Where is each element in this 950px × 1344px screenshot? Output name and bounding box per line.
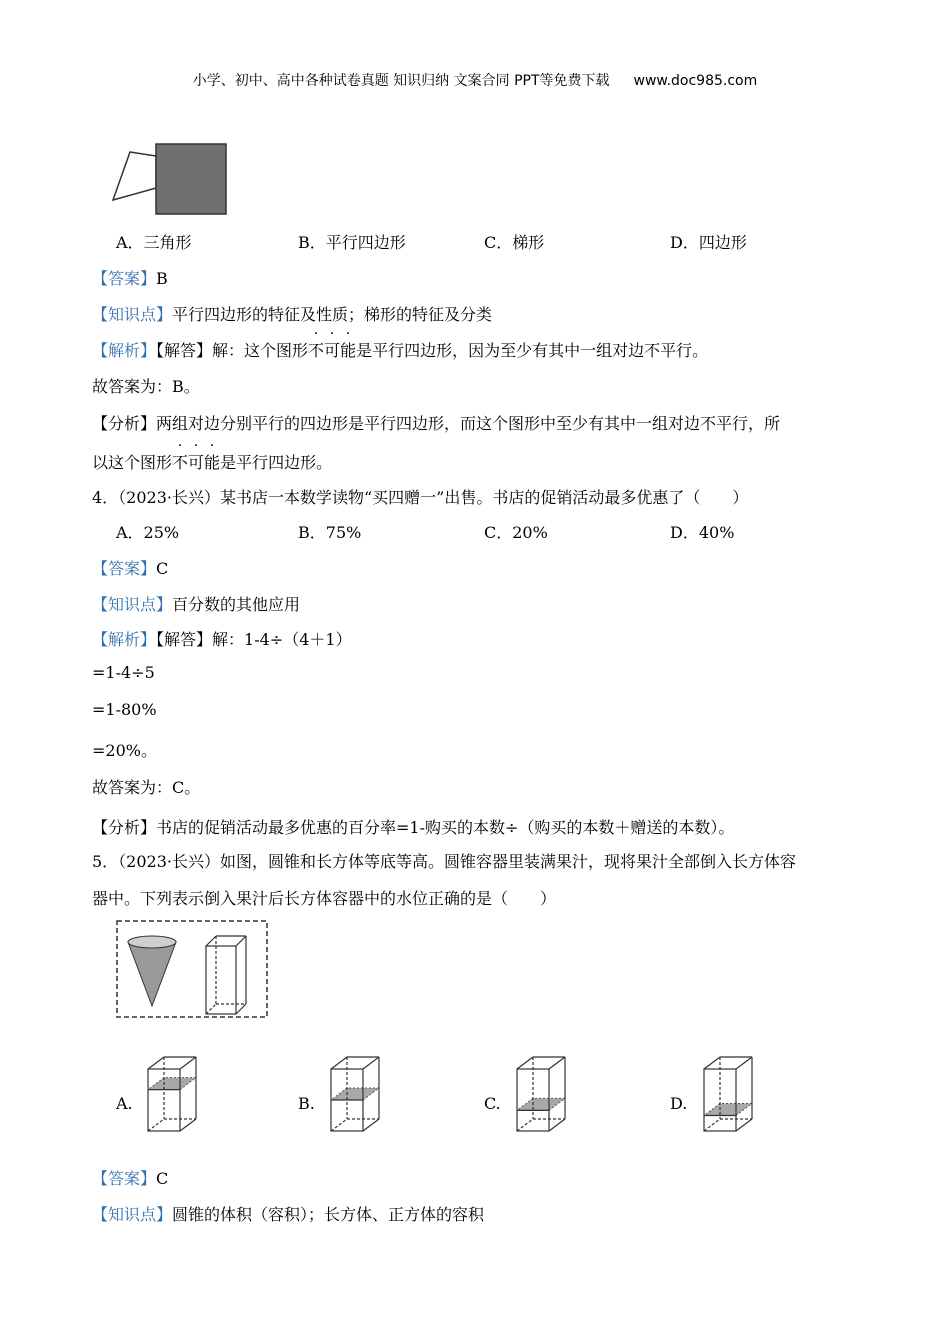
header-text: 小学、初中、高中各种试卷真题 知识归纳 文案合同 PPT等免费下载	[192, 73, 610, 89]
answer-tag: 【答案】	[92, 1169, 157, 1188]
emph-char-6: 能	[204, 453, 221, 472]
cuboid	[206, 936, 246, 1014]
q3-analysis	[92, 338, 708, 361]
page-header	[0, 70, 950, 90]
q3-option-c[interactable]: C．梯形	[484, 233, 545, 252]
q4-knowledge	[92, 592, 300, 615]
solve-text: 解：1-4÷（4＋1）	[212, 630, 352, 649]
water-surface	[148, 1078, 196, 1090]
q3-option-b[interactable]: B．平行四边形	[298, 233, 406, 252]
header-site: www.doc985.com	[633, 73, 758, 89]
answer-tag: 【答案】	[92, 269, 157, 288]
emph-char-3: 能	[340, 341, 357, 360]
q5-option-a[interactable]: A.	[116, 1094, 133, 1113]
water-surface	[331, 1088, 379, 1100]
q5-option-b-figure	[329, 1055, 381, 1135]
cuboid-edge	[736, 1057, 752, 1069]
cuboid-hidden-edge	[331, 1119, 347, 1131]
fenxi-tag: 【分析】	[92, 818, 157, 837]
q5-stem-line2: 器中。下列表示倒入果汁后长方体容器中的水位正确的是（ ）	[92, 889, 557, 908]
cuboid-edge	[736, 1119, 752, 1131]
cuboid-edge	[549, 1119, 565, 1131]
q3-square	[156, 144, 226, 214]
q5-stem-line1: 5．（2023·长兴）如图，圆锥和长方体等底等高。圆锥容器里装满果汁，现将果汁全部倒入长方体容	[92, 852, 796, 871]
knowledge-value: 百分数的其他应用	[172, 595, 301, 614]
cuboid-hidden-edge	[704, 1119, 720, 1131]
cuboid-edge	[549, 1057, 565, 1069]
emph-char-2: 可	[324, 341, 341, 360]
emph-char-4: 不	[172, 453, 189, 472]
cuboid-edge	[180, 1057, 196, 1069]
analysis-pre: 解：这个图形	[212, 341, 309, 360]
q3-fenxi-line1	[92, 411, 780, 434]
knowledge-tag: 【知识点】	[92, 595, 173, 614]
fenxi-text-2-pre: 以这个图形	[92, 453, 173, 472]
q4-step-1: =1-4÷5	[92, 663, 155, 682]
q4-fenxi	[92, 815, 734, 838]
q5-knowledge	[92, 1202, 484, 1225]
q5-figure	[116, 920, 268, 1018]
cuboid-edge	[363, 1057, 379, 1069]
solve-tag: 【解答】	[156, 341, 213, 360]
cuboid-edge	[517, 1057, 533, 1069]
q4-analysis	[92, 627, 352, 650]
fenxi-text-1: 两组对边分别平行的四边形是平行四边形，而这个图形中至少有其中一组对边不平行，所	[156, 414, 781, 433]
cuboid-hidden-edge	[517, 1119, 533, 1131]
q4-stem: 4．（2023·长兴）某书店一本数学读物“买四赠一”出售。书店的促销活动最多优惠了（ ）	[92, 488, 749, 507]
q5-option-b[interactable]: B.	[298, 1094, 315, 1113]
water-surface	[704, 1104, 752, 1116]
analysis-post: 是平行四边形，因为至少有其中一组对边不平行。	[356, 341, 709, 360]
q4-step-2: =1-80%	[92, 700, 157, 719]
q5-answer	[92, 1166, 168, 1189]
cuboid-edge	[704, 1057, 720, 1069]
q4-option-c[interactable]: C．20%	[484, 523, 548, 542]
fenxi-text: 书店的促销活动最多优惠的百分率=1-购买的本数÷（购买的本数＋赠送的本数）。	[156, 818, 735, 837]
answer-value: C	[156, 1169, 169, 1188]
q3-conclusion: 故答案为：B。	[92, 377, 200, 396]
knowledge-value: 圆锥的体积（容积）；长方体、正方体的容积	[172, 1205, 485, 1224]
water-surface	[517, 1098, 565, 1110]
analysis-tag: 【解析】	[92, 341, 157, 360]
knowledge-tag: 【知识点】	[92, 1205, 173, 1224]
q3-option-a[interactable]: A．三角形	[116, 233, 192, 252]
answer-value: C	[156, 559, 169, 578]
q4-option-a[interactable]: A．25%	[116, 523, 180, 542]
q3-figure	[110, 140, 230, 220]
q5-option-d[interactable]: D.	[670, 1094, 688, 1113]
fenxi-tag: 【分析】	[92, 414, 157, 433]
q4-option-b[interactable]: B．75%	[298, 523, 362, 542]
cuboid-edge	[363, 1119, 379, 1131]
q5-option-c[interactable]: C.	[484, 1094, 501, 1113]
q3-answer	[92, 266, 168, 289]
q5-option-d-figure	[702, 1055, 754, 1135]
emph-char-5: 可	[188, 453, 205, 472]
q4-step-3: =20%。	[92, 741, 157, 760]
q4-answer	[92, 556, 168, 579]
cuboid-hidden-edge	[148, 1119, 164, 1131]
q3-fenxi-line2	[92, 450, 332, 473]
solve-tag: 【解答】	[156, 630, 213, 649]
cuboid-edge	[180, 1119, 196, 1131]
fenxi-text-2-post: 是平行四边形。	[220, 453, 333, 472]
q3-option-d[interactable]: D．四边形	[670, 233, 747, 252]
cuboid-edge	[331, 1057, 347, 1069]
q5-option-a-figure	[146, 1055, 198, 1135]
cone	[128, 936, 176, 1006]
q3-triangle	[113, 152, 156, 200]
q4-conclusion: 故答案为：C。	[92, 778, 201, 797]
answer-value: B	[156, 269, 168, 288]
cuboid-edge	[148, 1057, 164, 1069]
emph-char-1: 不	[308, 341, 325, 360]
q4-option-d[interactable]: D．40%	[670, 523, 735, 542]
q5-option-c-figure	[515, 1055, 567, 1135]
knowledge-tag: 【知识点】	[92, 305, 173, 324]
answer-tag: 【答案】	[92, 559, 157, 578]
q3-knowledge	[92, 302, 492, 325]
analysis-tag: 【解析】	[92, 630, 157, 649]
knowledge-value: 平行四边形的特征及性质；梯形的特征及分类	[172, 305, 493, 324]
